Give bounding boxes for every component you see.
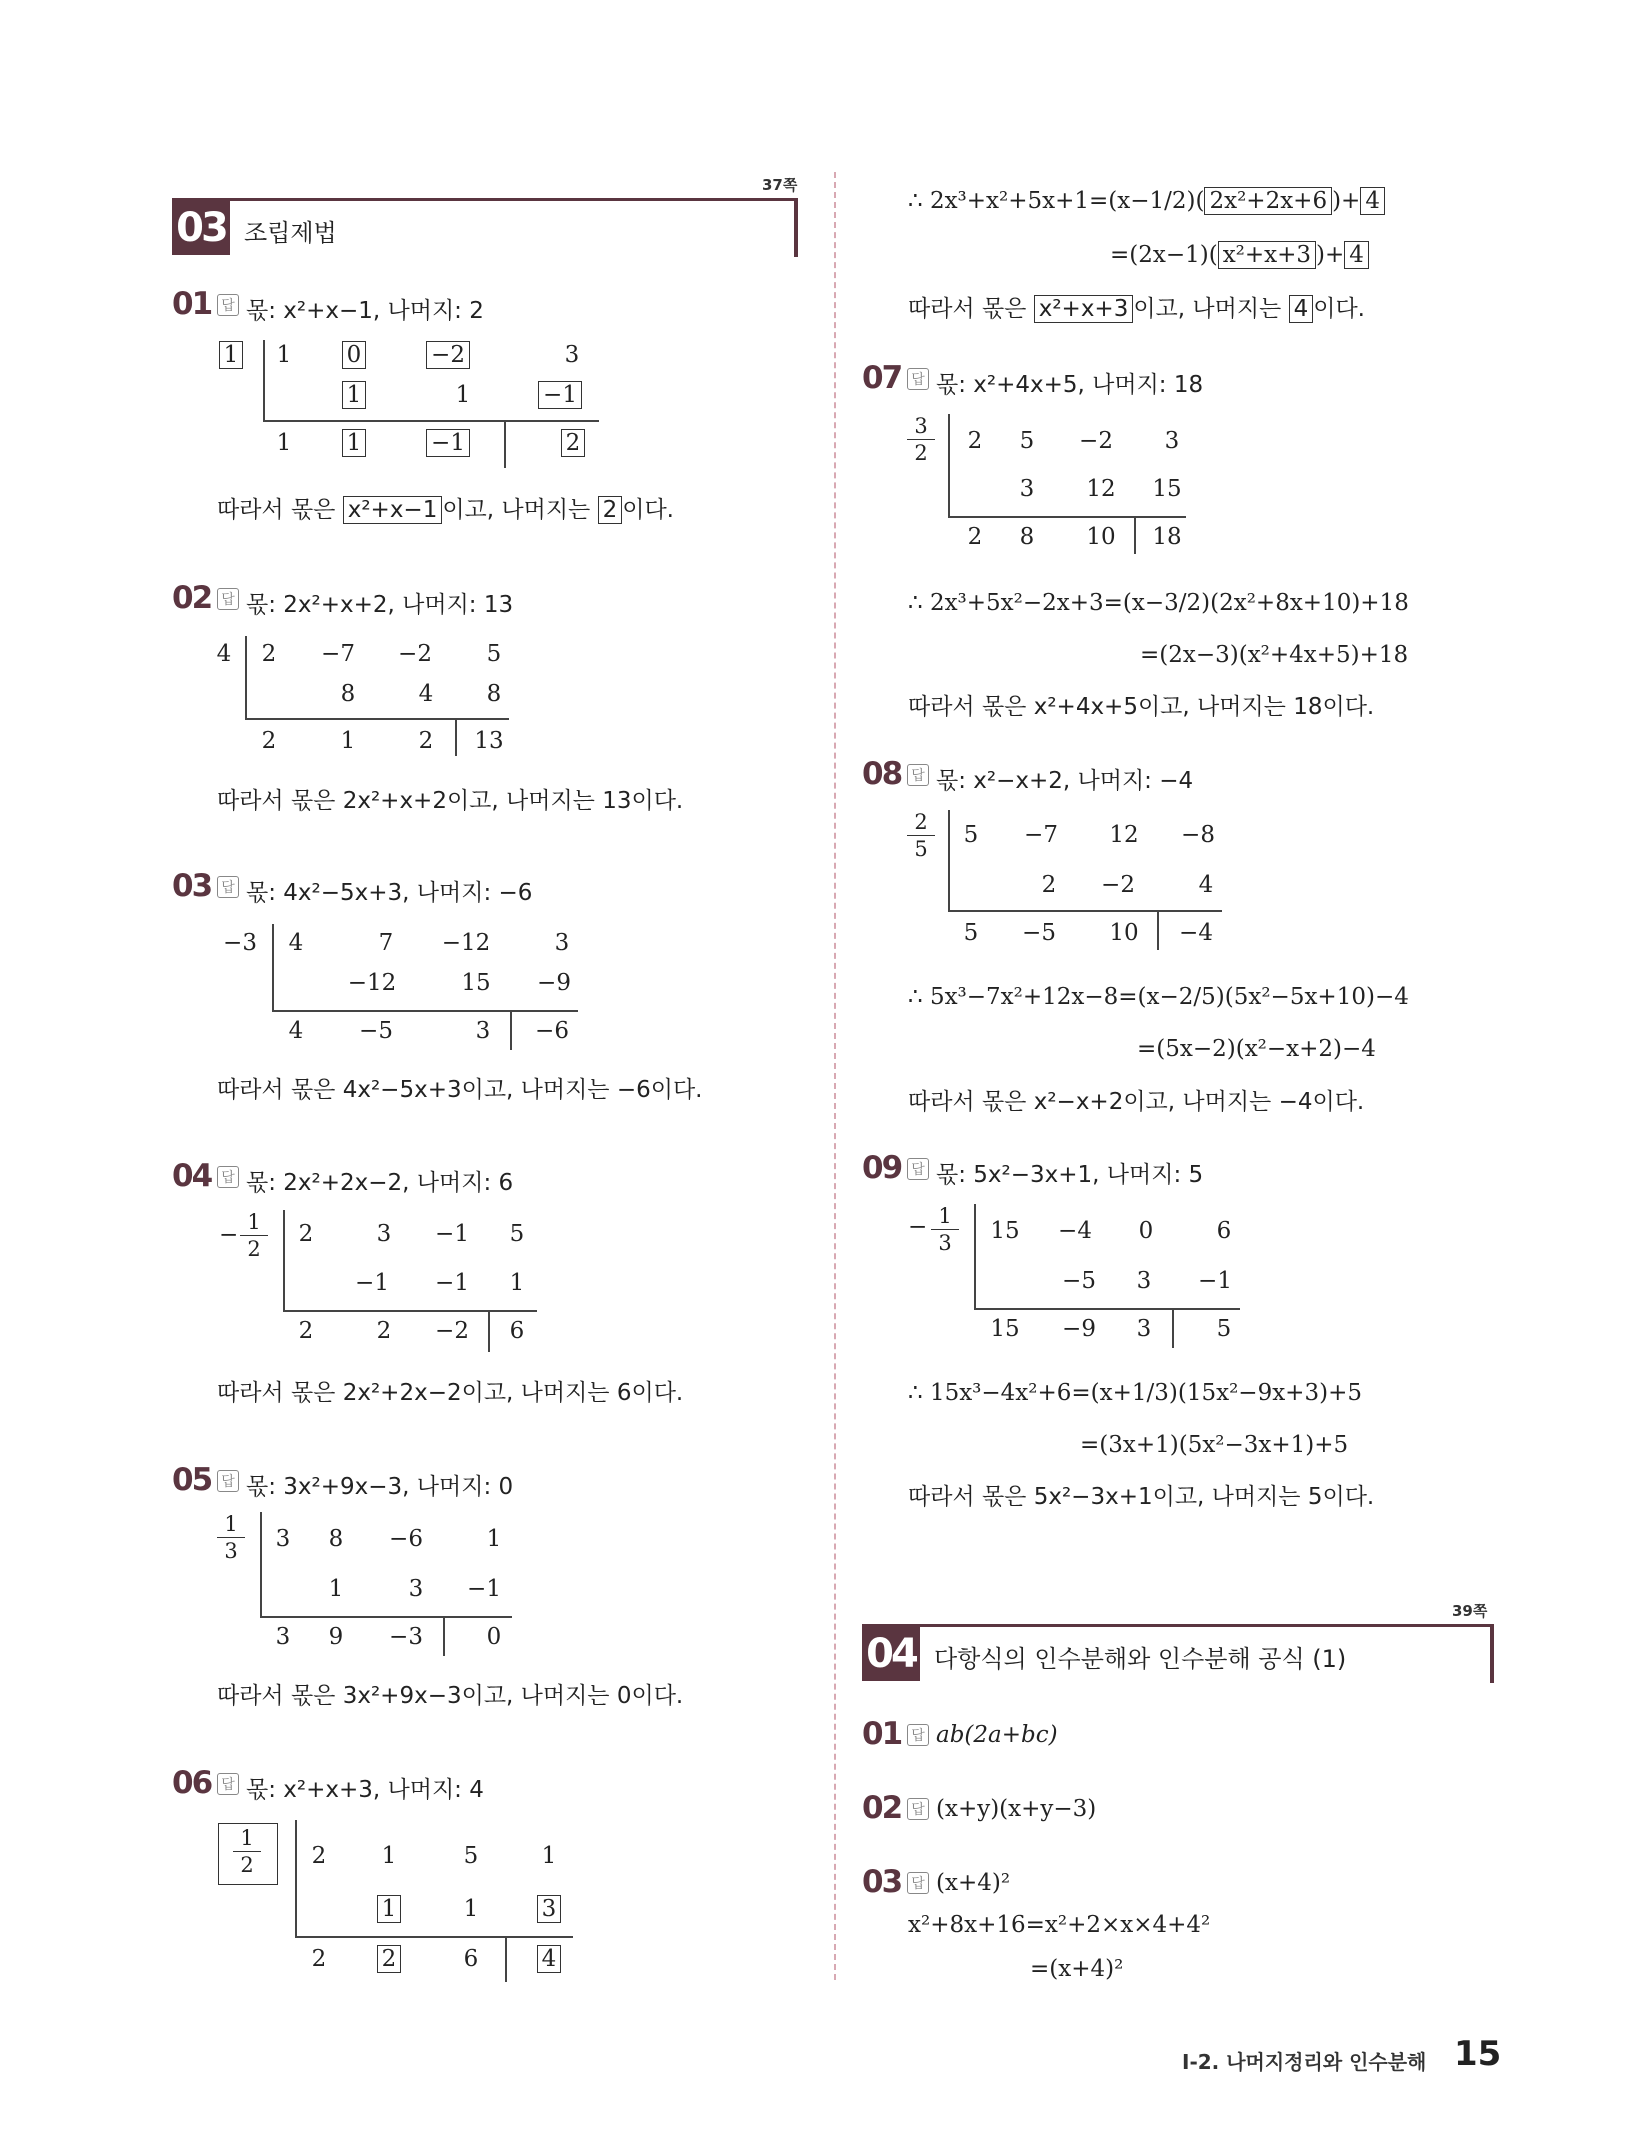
problem-number: 07 xyxy=(862,360,902,396)
remainder: 0 xyxy=(486,1624,502,1650)
problem-answer: ab(2a+bc) xyxy=(936,1722,1058,1748)
result: 2 xyxy=(418,728,434,754)
problem-answer: 몫: x²+x−1, 나머지: 2 xyxy=(246,298,484,324)
coef: 3 xyxy=(376,1221,392,1247)
problem-answer: 몫: 3x²+9x−3, 나머지: 0 xyxy=(246,1474,514,1500)
result: 2 xyxy=(377,1945,402,1973)
section-title: 다항식의 인수분해와 인수분해 공식 (1) xyxy=(934,1645,1347,1673)
coef: −2 xyxy=(426,341,470,369)
coef: 3 xyxy=(564,342,580,368)
coef: 1 xyxy=(276,342,292,368)
conclusion: 따라서 몫은 5x²−3x+1이고, 나머지는 5이다. xyxy=(908,1484,1375,1510)
result: 3 xyxy=(475,1018,491,1044)
result: 3 xyxy=(275,1624,291,1650)
coef: 5 xyxy=(509,1221,525,1247)
coef: 8 xyxy=(328,1526,344,1552)
page-ref-39: 39쪽 xyxy=(1452,1602,1488,1620)
answer-icon: 답 xyxy=(907,1158,929,1180)
problem-answer: 몫: 4x²−5x+3, 나머지: −6 xyxy=(246,880,533,906)
coef: −1 xyxy=(435,1221,469,1247)
problem-answer: 몫: x²−x+2, 나머지: −4 xyxy=(936,768,1194,794)
section-title: 조립제법 xyxy=(244,219,337,247)
result: −9 xyxy=(1062,1316,1096,1342)
mid: 1 xyxy=(509,1270,525,1296)
result: 15 xyxy=(990,1316,1020,1342)
coef: 4 xyxy=(288,930,304,956)
chapter-title: Ⅰ-2. 나머지정리와 인수분해 xyxy=(1182,2050,1427,2074)
problem-number: 05 xyxy=(172,1462,212,1498)
result: 2 xyxy=(967,524,983,550)
problem-number: 01 xyxy=(862,1716,902,1752)
coef: 3 xyxy=(554,930,570,956)
mid: 1 xyxy=(342,381,367,409)
mid: 4 xyxy=(1198,872,1214,898)
coef: 2 xyxy=(298,1221,314,1247)
coef: 12 xyxy=(1109,822,1139,848)
divisor-sign: − xyxy=(908,1214,928,1240)
result: 2 xyxy=(298,1318,314,1344)
coef: 6 xyxy=(1216,1218,1232,1244)
result: 5 xyxy=(963,920,979,946)
coef: 1 xyxy=(381,1843,397,1869)
mid: 15 xyxy=(1152,476,1182,502)
divisor-fraction: 1 2 xyxy=(238,1210,270,1261)
result: 3 xyxy=(1136,1316,1152,1342)
equation: x²+8x+16=x²+2×x×4+4² xyxy=(908,1912,1211,1938)
coef: 2 xyxy=(261,641,277,667)
problem-number: 04 xyxy=(172,1158,212,1194)
problem-answer: 몫: x²+4x+5, 나머지: 18 xyxy=(936,372,1204,398)
remainder: 18 xyxy=(1152,524,1182,550)
mid: 8 xyxy=(486,681,502,707)
equation: ∴ 2x³+5x²−2x+3=(x−3/2)(2x²+8x+10)+18 xyxy=(908,590,1409,616)
conclusion: 따라서 몫은 x²+x−1 이고, 나머지는 2 이다. xyxy=(217,497,674,523)
equation: =(x+4)² xyxy=(1030,1956,1124,1982)
divisor: −3 xyxy=(223,930,257,956)
equation: ∴ 5x³−7x²+12x−8=(x−2/5)(5x²−5x+10)−4 xyxy=(908,984,1409,1010)
mid: −2 xyxy=(1101,872,1135,898)
problem-answer: 몫: 5x²−3x+1, 나머지: 5 xyxy=(936,1162,1204,1188)
answer-icon: 답 xyxy=(217,588,239,610)
mid: 12 xyxy=(1086,476,1116,502)
remainder: 6 xyxy=(509,1318,525,1344)
answer-icon: 답 xyxy=(217,1470,239,1492)
equation: =(2x−3)(x²+4x+5)+18 xyxy=(1140,642,1409,668)
mid: −1 xyxy=(1198,1268,1232,1294)
answer-icon: 답 xyxy=(217,294,239,316)
answer-icon: 답 xyxy=(907,1798,929,1820)
equation: ∴ 2x³+x²+5x+1=(x−1/2)( 2x²+2x+6 )+ 4 xyxy=(908,188,1385,214)
coef: −2 xyxy=(1079,428,1113,454)
problem-answer: (x+y)(x+y−3) xyxy=(936,1796,1097,1822)
remainder: 2 xyxy=(561,429,586,457)
section-03-header xyxy=(172,198,798,257)
coef: −2 xyxy=(398,641,432,667)
coef: 5 xyxy=(1019,428,1035,454)
result: 10 xyxy=(1086,524,1116,550)
result: 1 xyxy=(342,429,367,457)
divisor-fraction: 1 2 xyxy=(231,1826,263,1877)
result: 10 xyxy=(1109,920,1139,946)
divisor-fraction: 3 2 xyxy=(905,414,937,465)
mid: 8 xyxy=(340,681,356,707)
coef: 0 xyxy=(1138,1218,1154,1244)
problem-number: 09 xyxy=(862,1150,902,1186)
section-number: 04 xyxy=(862,1627,920,1681)
divisor-fraction: 1 3 xyxy=(929,1204,961,1255)
result: 1 xyxy=(340,728,356,754)
mid: 2 xyxy=(1041,872,1057,898)
mid: −1 xyxy=(538,381,582,409)
section-number: 03 xyxy=(172,201,230,255)
result: 2 xyxy=(261,728,277,754)
coef: 5 xyxy=(963,822,979,848)
coef: 2 xyxy=(967,428,983,454)
page-ref-37: 37쪽 xyxy=(762,176,798,194)
coef: −7 xyxy=(321,641,355,667)
mid: 15 xyxy=(461,970,491,996)
conclusion: 따라서 몫은 3x²+9x−3이고, 나머지는 0이다. xyxy=(217,1683,684,1709)
remainder: −6 xyxy=(535,1018,569,1044)
problem-number: 02 xyxy=(862,1790,902,1826)
problem-number: 06 xyxy=(172,1765,212,1801)
answer-icon: 답 xyxy=(907,1724,929,1746)
conclusion: 따라서 몫은 x²+4x+5이고, 나머지는 18이다. xyxy=(908,694,1375,720)
problem-answer: 몫: 2x²+2x−2, 나머지: 6 xyxy=(246,1170,514,1196)
result: −5 xyxy=(359,1018,393,1044)
mid: 3 xyxy=(1136,1268,1152,1294)
result: 1 xyxy=(276,430,292,456)
mid: 1 xyxy=(455,382,471,408)
mid: −1 xyxy=(467,1576,501,1602)
result: −3 xyxy=(389,1624,423,1650)
conclusion: 따라서 몫은 x²+x+3 이고, 나머지는 4 이다. xyxy=(908,296,1365,322)
remainder: 13 xyxy=(474,728,504,754)
mid: 1 xyxy=(377,1895,402,1923)
divisor-fraction: 1 3 xyxy=(215,1512,247,1563)
coef: 3 xyxy=(275,1526,291,1552)
remainder: −4 xyxy=(1179,920,1213,946)
coef: 1 xyxy=(541,1843,557,1869)
mid: −5 xyxy=(1062,1268,1096,1294)
coef: −7 xyxy=(1024,822,1058,848)
problem-number: 03 xyxy=(862,1864,902,1900)
result: 4 xyxy=(288,1018,304,1044)
coef: 7 xyxy=(378,930,394,956)
mid: −1 xyxy=(355,1270,389,1296)
coef: −4 xyxy=(1058,1218,1092,1244)
divisor-fraction: 2 5 xyxy=(905,810,937,861)
equation: ∴ 15x³−4x²+6=(x+1/3)(15x²−9x+3)+5 xyxy=(908,1380,1362,1406)
coef: 5 xyxy=(463,1843,479,1869)
divisor: 1 xyxy=(219,341,244,369)
problem-number: 01 xyxy=(172,286,212,322)
equation: =(2x−1)( x²+x+3 )+ 4 xyxy=(1110,242,1369,268)
mid: 4 xyxy=(418,681,434,707)
result: 9 xyxy=(328,1624,344,1650)
mid: −9 xyxy=(537,970,571,996)
conclusion: 따라서 몫은 x²−x+2이고, 나머지는 −4이다. xyxy=(908,1089,1365,1115)
result: −1 xyxy=(426,429,470,457)
conclusion: 따라서 몫은 2x²+x+2이고, 나머지는 13이다. xyxy=(217,788,684,814)
answer-icon: 답 xyxy=(217,1773,239,1795)
mid: 3 xyxy=(1019,476,1035,502)
result: 2 xyxy=(311,1946,327,1972)
mid: −12 xyxy=(347,970,397,996)
coef: 15 xyxy=(990,1218,1020,1244)
equation: =(3x+1)(5x²−3x+1)+5 xyxy=(1080,1432,1349,1458)
mid: −1 xyxy=(435,1270,469,1296)
problem-number: 08 xyxy=(862,756,902,792)
answer-icon: 답 xyxy=(217,1166,239,1188)
equation: =(5x−2)(x²−x+2)−4 xyxy=(1137,1036,1376,1062)
coef: −6 xyxy=(389,1526,423,1552)
result: 6 xyxy=(463,1946,479,1972)
coef: −8 xyxy=(1181,822,1215,848)
mid: 3 xyxy=(537,1895,562,1923)
column-divider xyxy=(834,172,836,1980)
problem-answer: 몫: 2x²+x+2, 나머지: 13 xyxy=(246,592,514,618)
answer-icon: 답 xyxy=(217,876,239,898)
coef: 5 xyxy=(486,641,502,667)
problem-answer: (x+4)² xyxy=(936,1870,1011,1896)
result: −2 xyxy=(435,1318,469,1344)
answer-icon: 답 xyxy=(907,1872,929,1894)
conclusion: 따라서 몫은 4x²−5x+3이고, 나머지는 −6이다. xyxy=(217,1077,703,1103)
coef: −12 xyxy=(441,930,491,956)
answer-icon: 답 xyxy=(907,764,929,786)
mid: 1 xyxy=(463,1896,479,1922)
remainder: 5 xyxy=(1216,1316,1232,1342)
result: −5 xyxy=(1022,920,1056,946)
answer-icon: 답 xyxy=(907,368,929,390)
problem-answer: 몫: x²+x+3, 나머지: 4 xyxy=(246,1777,484,1803)
section-04-header xyxy=(862,1624,1494,1683)
coef: 2 xyxy=(311,1843,327,1869)
mid: 1 xyxy=(328,1576,344,1602)
problem-number: 02 xyxy=(172,580,212,616)
result: 8 xyxy=(1019,524,1035,550)
conclusion: 따라서 몫은 2x²+2x−2이고, 나머지는 6이다. xyxy=(217,1380,684,1406)
divisor-sign: − xyxy=(219,1222,239,1248)
result: 2 xyxy=(376,1318,392,1344)
divisor: 4 xyxy=(216,641,232,667)
problem-number: 03 xyxy=(172,868,212,904)
page-number: 15 xyxy=(1454,2034,1502,2074)
coef: 0 xyxy=(342,341,367,369)
mid: 3 xyxy=(408,1576,424,1602)
coef: 1 xyxy=(486,1526,502,1552)
remainder: 4 xyxy=(537,1945,562,1973)
coef: 3 xyxy=(1164,428,1180,454)
